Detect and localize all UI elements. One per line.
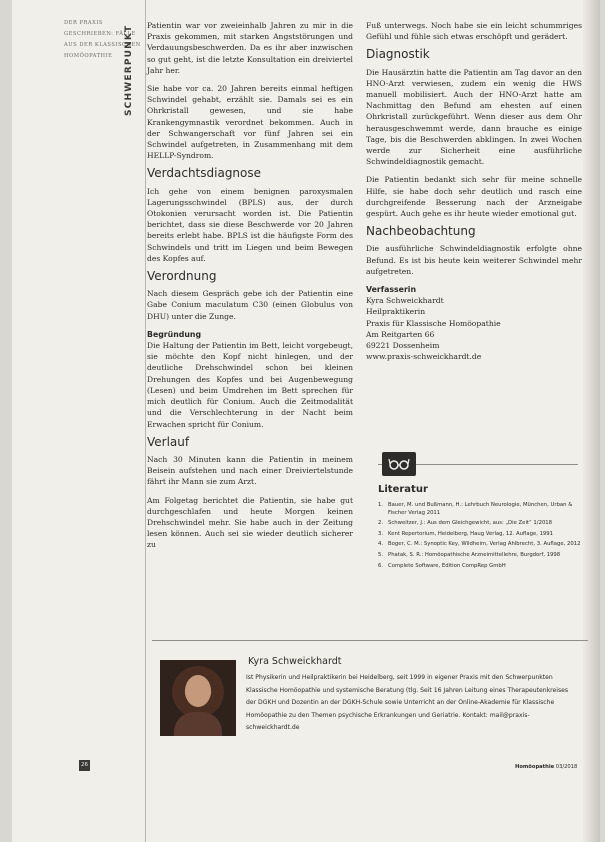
address-line: Heilpraktikerin	[366, 307, 426, 317]
address-line: 69221 Dossenheim	[366, 341, 440, 351]
item-number: 1.	[378, 502, 384, 508]
heading-diagnostik: Diagnostik	[366, 47, 430, 62]
paragraph: Die Patientin bedankt sich sehr für meine schnelle Hilfe, sie habe doch sehr deutlich und rasch eine durchgreifende Besserung nach der Arzneigabe gespürt. Auch gehe es ihr heute wieder emotional gut.	[366, 175, 582, 219]
item-text: Complete Software, Edition CompRep GmbH	[388, 562, 506, 569]
paragraph: Die ausführliche Schwindeldiagnostik erfolgte ohne Befund. Es ist bis heute kein weiterer Schwindel mehr aufgetreten.	[366, 244, 582, 276]
item-number: 4.	[378, 541, 384, 548]
item-text: Phatak, S. R.: Homöopathische Arzneimittellehre, Burgdorf, 1998	[388, 551, 561, 558]
paragraph: Die Haltung der Patientin im Bett, leicht vorgebeugt, sie möchte den Kopf nicht hinlegen, und der deutliche Drehschwindel schon bei kleinen Drehungen des Kopfes und bei Augenbewegung (Lesen) und beim Umdrehen im Bett sprechen für mich deutlich für Conium. Auch die Zeitmodalität und die Verschlechterung in der Nacht beim Erwachen spricht für Conium.	[147, 341, 353, 429]
author-bio: Ist Physikerin und Heilpraktikerin bei Heidelberg, seit 1999 in eigener Praxis mit den Schwerpunkten Klassische Homöopathie und systemische Beratung (tlg. Seit 16 Jahren Leitung eines Therapeutenkreises der DGKH und Dozentin an der DGKH-Schule sowie Unterricht an der Online-Akademie für Klassische Homöopathie zu den Themen psychische Erkrankungen und Geriatrie. Kontakt: mail@praxis-schweickhardt.de	[246, 674, 569, 731]
literature-list	[378, 502, 583, 573]
item-text: Bauer, M. und Bußmann, H.: Lehrbuch Neurologie, München, Urban & Fischer Verlag 2011	[388, 502, 573, 516]
glasses-icon	[382, 452, 416, 476]
paragraph: Nach diesem Gespräch gebe ich der Patientin eine Gabe Conium maculatum C30 (einen Globulus von DHU) unter die Zunge.	[147, 289, 353, 321]
paragraph: Nach 30 Minuten kann die Patientin in meinem Beisein aufstehen und nach einer Dreiviertelstunde fährt ihr Mann sie zum Arzt.	[147, 454, 353, 487]
section-label	[124, 20, 138, 120]
item-number: 5.	[378, 551, 384, 558]
page	[12, 0, 600, 842]
paragraph: Patientin war vor zweieinhalb Jahren zu mir in die Praxis gekommen, mit starken Angststörungen und Verdauungsbeschwerden. Da es ihr aber inzwischen so gut geht, ist die letzte Konsultation ein dreiviertel Jahr her.	[147, 21, 353, 75]
list-item	[378, 502, 583, 517]
author-photo	[160, 660, 236, 736]
column-divider	[145, 0, 146, 842]
logo-line: GESCHRIEBEN: FÄLLE	[64, 31, 136, 37]
author-address	[366, 295, 582, 362]
logo-line: AUS DER KLASSISCHEN	[64, 42, 141, 48]
item-text: Kent Repertorium, Heidelberg, Haug Verlag, 12. Auflage, 1991	[388, 530, 554, 537]
right-column	[366, 20, 582, 362]
section-label-text: SCHWERPUNKT	[124, 24, 134, 116]
paragraph: Am Folgetag berichtet die Patientin, sie habe gut durchgeschlafen und heute Morgen keinen Drehschwindel mehr. Sie habe auch in der Zeitung lesen können. Auch sei sie wieder deutlich sicherer zu	[147, 495, 353, 550]
website-link[interactable]: www.praxis-schweickhardt.de	[366, 352, 482, 362]
author-box-rule	[152, 640, 588, 641]
logo-line: DER PRAXIS	[64, 20, 103, 26]
page-number: 26	[79, 760, 90, 771]
address-line: Am Reitgarten 66	[366, 329, 435, 339]
address-line: Praxis für Klassische Homöopathie	[366, 318, 501, 328]
item-text: Boger, C. M.: Synoptic Key, Wildheim, Verlag Ahlbrecht, 3. Auflage, 2012	[388, 541, 581, 548]
paragraph: Sie habe vor ca. 20 Jahren bereits einmal heftigen Schwindel gehabt, erzählt sie. Damals sei es ein Ohrkristall gewesen, und sie habe Krankengymnastik verordnet bekommen. Auch in der Schwangerschaft vor fünf Jahren sei ein Schwindel aufgetreten, in Zusammenhang mit dem HELLP-Syndrom.	[147, 84, 353, 161]
item-text: Schweitzer, J.: Aus dem Gleichgewicht, aus: „Die Zeit“ 1/2018	[388, 520, 553, 527]
heading-verdachtsdiagnose: Verdachtsdiagnose	[147, 166, 262, 181]
logo-line: HOMÖOPATHIE	[64, 53, 113, 59]
list-item	[378, 531, 583, 539]
list-item	[378, 520, 583, 528]
address-line: Kyra Schweickhardt	[366, 296, 444, 306]
item-number: 6.	[378, 562, 384, 569]
heading-verlauf: Verlauf	[147, 434, 190, 449]
journal-name: Homöopathie	[515, 764, 555, 770]
subheading-begruendung: Begründung	[147, 329, 202, 339]
author-name: Kyra Schweickhardt	[248, 656, 342, 667]
heading-nachbeobachtung: Nachbeobachtung	[366, 224, 476, 239]
subheading-verfasserin: Verfasserin	[366, 285, 417, 295]
paragraph: Fuß unterwegs. Noch habe sie ein leicht schummriges Gefühl und fühle sich etwas erschöpft und gerädert.	[366, 21, 582, 42]
item-number: 3.	[378, 530, 384, 537]
list-item	[378, 541, 583, 549]
paragraph: Ich gehe von einem benignen paroxysmalen Lagerungsschwindel (BPLS) aus, der durch Otokonien verursacht worden ist. Die Patientin berichtet, dass sie diese Beschwerde vor 20 Jahren bereits erlebt habe. BPLS ist die häufigste Form des Schwindels und tritt im Liegen und beim Bewegen des Kopfes auf.	[147, 186, 353, 263]
item-number: 2.	[378, 520, 384, 527]
series-logo	[64, 18, 141, 62]
list-item	[378, 552, 583, 560]
list-item	[378, 563, 583, 571]
author-box	[152, 640, 588, 756]
journal-issue: 03/2018	[555, 764, 578, 770]
left-column	[147, 20, 353, 558]
literature-title: Literatur	[378, 484, 428, 495]
journal-footer	[515, 764, 577, 770]
heading-verordnung: Verordnung	[147, 269, 217, 284]
paragraph: Die Hausärztin hatte die Patientin am Tag davor an den HNO-Arzt verwiesen, zudem ein wenig die HWS manuell mobilisiert. Auch der HNO-Arzt hatte am Nachmittag den Befund am ehesten auf einen Ohrkristall zurückgeführt. Wenn dieser aus dem Ohr herausgeschwemmt werde, dann brauche es einige Tage, bis die Beschwerden abklingen. In zwei Wochen werde zur Sicherheit eine ausführliche Schwindeldiagnostik gemacht.	[366, 67, 582, 167]
